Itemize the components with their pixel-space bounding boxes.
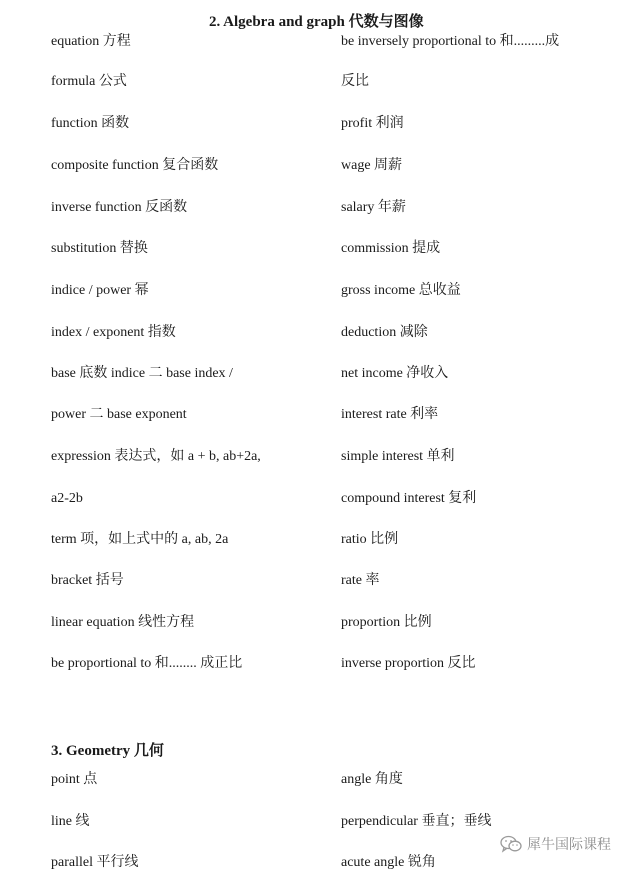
term-entry: linear equation 线性方程 — [51, 615, 195, 630]
term-entry: gross income 总收益 — [341, 283, 461, 298]
term-entry: index / exponent 指数 — [51, 325, 176, 340]
term-entry: simple interest 单利 — [341, 449, 455, 464]
term-entry: bracket 括号 — [51, 573, 124, 588]
term-entry: net income 净收入 — [341, 366, 449, 381]
term-entry: be inversely proportional to 和.........成 — [341, 34, 560, 49]
term-entry: profit 利润 — [341, 116, 404, 131]
term-entry: interest rate 利率 — [341, 407, 439, 422]
term-entry: indice / power 幂 — [51, 283, 149, 298]
term-entry: acute angle 锐角 — [341, 855, 436, 870]
term-entry: be proportional to 和........ 成正比 — [51, 656, 243, 671]
watermark — [500, 834, 611, 854]
term-entry: salary 年薪 — [341, 200, 406, 215]
term-entry: composite function 复合函数 — [51, 158, 219, 173]
term-entry: substitution 替换 — [51, 241, 148, 256]
term-entry: formula 公式 — [51, 74, 127, 89]
term-entry: commission 提成 — [341, 241, 441, 256]
term-entry: deduction 减除 — [341, 325, 428, 340]
term-entry: equation 方程 — [51, 34, 131, 49]
term-entry: expression 表达式，如 a + b, ab+2a, — [51, 449, 261, 464]
section-title-algebra: 2. Algebra and graph 代数与图像 — [209, 14, 424, 30]
term-entry: wage 周薪 — [341, 158, 403, 173]
wechat-icon — [500, 835, 522, 853]
term-entry: point 点 — [51, 772, 98, 787]
term-entry: ratio 比例 — [341, 532, 399, 547]
term-entry: rate 率 — [341, 573, 380, 588]
term-entry: a2-2b — [51, 491, 83, 506]
term-entry: term 项，如上式中的 a, ab, 2a — [51, 532, 229, 547]
term-entry: base 底数 indice 二 base index / — [51, 366, 233, 381]
section-title-geometry: 3. Geometry 几何 — [51, 743, 164, 759]
term-entry: function 函数 — [51, 116, 130, 131]
term-entry: angle 角度 — [341, 772, 403, 787]
term-entry: inverse proportion 反比 — [341, 656, 476, 671]
term-entry: perpendicular 垂直；垂线 — [341, 814, 492, 829]
term-entry: inverse function 反函数 — [51, 200, 188, 215]
term-entry: power 二 base exponent — [51, 407, 187, 422]
watermark-text: 犀牛国际课程 — [527, 837, 611, 853]
term-entry: parallel 平行线 — [51, 855, 139, 870]
term-entry: 反比 — [341, 74, 369, 89]
term-entry: compound interest 复利 — [341, 491, 477, 506]
term-entry: proportion 比例 — [341, 615, 432, 630]
term-entry: line 线 — [51, 814, 90, 829]
